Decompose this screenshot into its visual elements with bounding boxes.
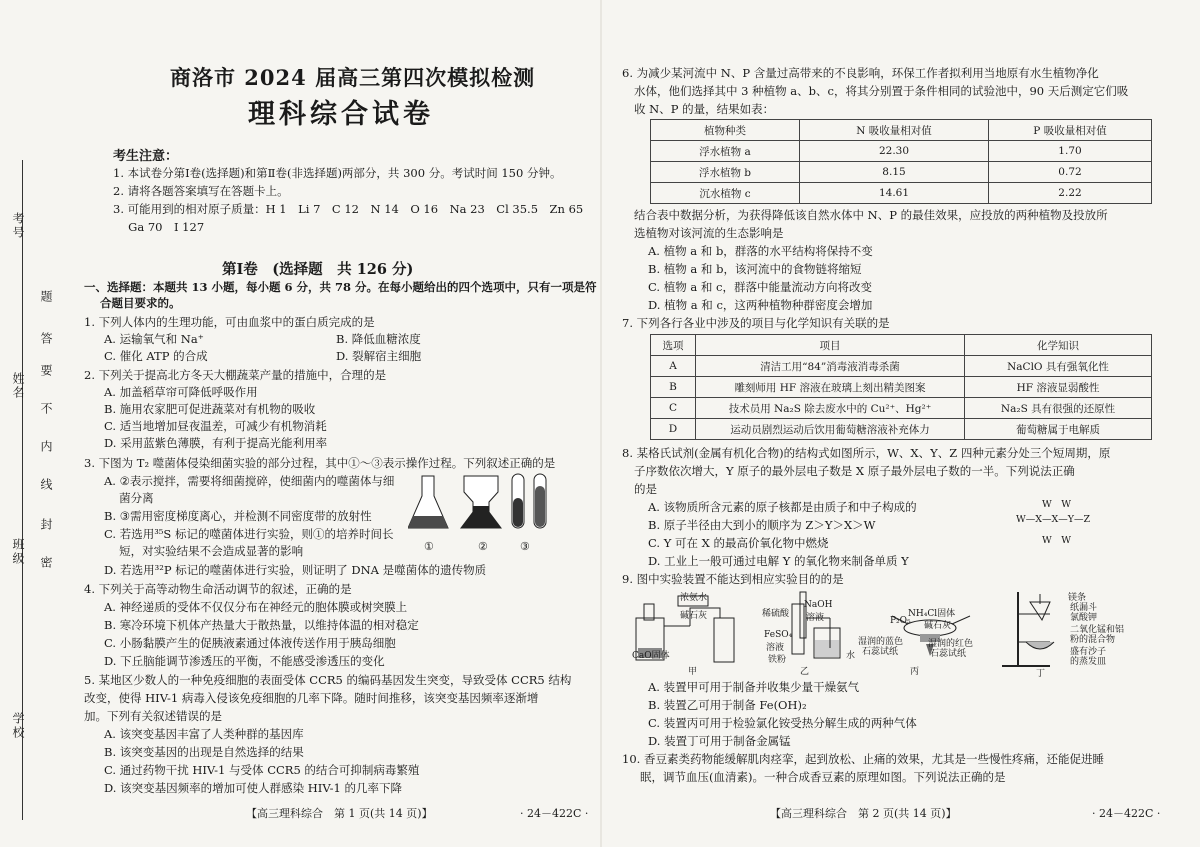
q6-stem-cont: 水体，他们选择其中 3 种植物 a、b、c，将其分别置于条件相同的试验池中，90 天后测定它们吸 [634,84,1129,98]
q6-option-a: A. 植物 a 和 b，群落的水平结构将保持不变 [648,244,873,258]
side-label-school: 学校 [11,712,25,740]
q6-option-c: C. 植物 a 和 c，群落中能量流动方向将改变 [648,280,872,294]
q6-analysis-cont: 选植物对该河流的生态影响是 [634,226,784,240]
apparatus-label: 铁粉 [768,655,787,665]
q5-stem-cont: 加。下列有关叙述错误的是 [84,709,222,723]
apparatus-label: 粉的混合物 [1070,635,1116,645]
table-cell: 运动员剧烈运动后饮用葡萄糖溶液补充体力 [696,419,965,440]
q5-option-a: A. 该突变基因丰富了人类种群的基因库 [104,727,304,741]
apparatus-label: 盛有沙子 [1070,647,1107,657]
q3-option-c-cont: 短，对实验结果不会造成显著的影响 [104,544,304,558]
table-row [651,183,1152,204]
apparatus-label: NaOH [804,600,833,610]
q10-stem: 10. 香豆素类药物能缓解肌肉痉挛，起到放松、止痛的效果，尤其是一些慢性疼痛，还能促进睡 [622,752,1104,766]
q8-option-b: B. 原子半径由大到小的顺序为 Z＞Y＞X＞W [648,518,876,532]
apparatus-caption-ding: 丁 [1036,669,1046,679]
q5-option-c: C. 通过药物干扰 HIV-1 与受体 CCR5 的结合可抑制病毒繁殖 [104,763,420,777]
q6-option-b: B. 植物 a 和 b，该河流中的食物链将缩短 [648,262,862,276]
apparatus-caption-yi: 乙 [800,667,810,677]
apparatus-label: 溶液 [806,613,825,623]
q4-option-d: D. 下丘脑能调节渗透压的平衡，不能感受渗透压的变化 [104,654,385,668]
q3-option-d: D. 若选用³²P 标记的噬菌体进行实验，则证明了 DNA 是噬菌体的遗传物质 [104,563,487,577]
table-row [651,162,1152,183]
table-cell: 技术员用 Na₂S 除去废水中的 Cu²⁺、Hg²⁺ [696,398,965,419]
table-cell: A [651,356,696,377]
table-cell: 2.22 [989,183,1152,204]
section-instruction: 一、选择题：本题共 13 小题，每小题 6 分，共 78 分。在每小题给出的四个选项中，只有一项是符 [84,280,597,294]
figure-label-2: ② [478,540,488,553]
q4-stem: 4. 下列关于高等动物生命活动调节的叙述，正确的是 [84,582,352,596]
table-cell: 葡萄糖属于电解质 [965,419,1152,440]
table-cell: 22.30 [800,141,989,162]
q3-option-a: A. ②表示搅拌，需要将细菌搅碎，使细菌内的噬菌体与细 [104,474,395,488]
table-cell: 浮水植物 b [651,162,800,183]
apparatus-label: CaO固体 [632,651,670,661]
seal-char: 不 [39,402,53,416]
q9-stem: 9. 图中实验装置不能达到相应实验目的的是 [622,572,844,586]
q8-stem: 8. 某格氏试剂(金属有机化合物)的结构式如图所示，W、X、Y、Z 四种元素分处三个短周期，原 [622,446,1111,460]
table-cell: 沉水植物 c [651,183,800,204]
apparatus-label: NH₄Cl固体 [908,609,956,619]
table-row [651,356,1152,377]
q6-stem: 6. 为减少某河流中 N、P 含量过高带来的不良影响，环保工作者拟利用当地原有水生植物净化 [622,66,1099,80]
q5-stem: 5. 某地区少数人的一种免疫细胞的表面受体 CCR5 的编码基因发生突变，导致受体 CCR5 结构 [84,673,572,687]
q4-option-a: A. 神经递质的受体不仅仅分布在神经元的胞体膜或树突膜上 [104,600,408,614]
q6-table [650,119,1152,204]
page-fold [600,0,602,847]
table-cell: 1.70 [989,141,1152,162]
apparatus-label: 湿润的蓝色 [858,637,904,647]
seal-char: 要 [39,364,53,378]
side-label-name: 姓名 [11,372,25,400]
apparatus-label: 镁条 [1068,593,1087,603]
apparatus-label: FeSO₄ [764,630,793,640]
table-header-row [651,335,1152,356]
q2-option-d: D. 采用蓝紫色薄膜，有利于提高光能利用率 [104,436,328,450]
notice-item: 2. 请将各题答案填写在答题卡上。 [113,184,289,198]
apparatus-label: 水 [846,651,856,661]
q8-stem-cont: 子序数依次增大，Y 原子的最外层电子数是 X 原子最外层电子数的一半。下列说法正确 [634,464,1075,478]
apparatus-label: 浓氨水 [680,593,708,603]
q1-stem: 1. 下列人体内的生理功能，可由血浆中的蛋白质完成的是 [84,315,375,329]
table-cell: C [651,398,696,419]
q2-option-b: B. 施用农家肥可促进蔬菜对有机物的吸收 [104,402,316,416]
table-cell: Na₂S 具有很强的还原性 [965,398,1152,419]
q7-stem: 7. 下列各行各业中涉及的项目与化学知识有关联的是 [622,316,890,330]
q2-option-c: C. 适当地增加昼夜温差，可减少有机物消耗 [104,419,327,433]
q3-stem: 3. 下图为 T₂ 噬菌体侵染细菌实验的部分过程，其中①～③表示操作过程。下列叙述正确的是 [84,456,556,470]
table-header-cell: 项目 [696,335,965,356]
table-cell: 14.61 [800,183,989,204]
q10-stem-cont: 眠，调节血压(血清素)。一种合成香豆素的原理如图。下列说法正确的是 [640,770,1006,784]
apparatus-label: 二氧化锰和铝 [1070,625,1125,635]
q4-option-c: C. 小肠黏膜产生的促胰液素通过体液传送作用于胰岛细胞 [104,636,396,650]
side-label-class: 班级 [11,538,25,566]
notice-item: 1. 本试卷分第Ⅰ卷(选择题)和第Ⅱ卷(非选择题)两部分，共 300 分。考试时间 150 分钟。 [113,166,562,180]
apparatus-label: 石蕊试纸 [930,649,967,659]
q7-table [650,334,1152,440]
grignard-structure-bottom: W W [1042,535,1072,546]
apparatus-label: 纸漏斗 [1070,603,1098,613]
seal-char: 题 [39,290,53,304]
seal-char: 密 [39,556,53,570]
q5-option-b: B. 该突变基因的出现是自然选择的结果 [104,745,304,759]
table-header-row [651,120,1152,141]
figure-label-1: ① [424,540,434,553]
q9-option-a: A. 装置甲可用于制备并收集少量干燥氨气 [648,680,860,694]
apparatus-label: 碱石灰 [924,621,952,631]
notice-item: Ga 70 I 127 [113,220,205,234]
table-header-cell: 化学知识 [965,335,1152,356]
grignard-structure: W—X—X—Y—Z [1016,514,1091,525]
q3-option-b: B. ③需用密度梯度离心，并检测不同密度带的放射性 [104,509,372,523]
notice-title: 考生注意： [113,149,179,164]
q3-option-a-cont: 菌分离 [104,491,154,505]
page-footer-left: 【高三理科综合 第 1 页(共 14 页)】 [246,807,433,820]
table-header-cell: N 吸收量相对值 [800,120,989,141]
exam-title: 商洛市 2024 届高三第四次模拟检测 [170,65,536,90]
section-title: 第Ⅰ卷 (选择题 共 126 分) [222,261,414,278]
q3-option-c: C. 若选用³⁵S 标记的噬菌体进行实验，则①的培养时间长 [104,527,394,541]
q8-option-d: D. 工业上一般可通过电解 Y 的氧化物来制备单质 Y [648,554,909,568]
q5-stem-cont: 改变，使得 HIV-1 病毒入侵该免疫细胞的几率下降。随时间推移，该突变基因频率逐渐增 [84,691,539,705]
q5-option-d: D. 该突变基因频率的增加可使人群感染 HIV-1 的几率下降 [104,781,402,795]
seal-char: 答 [39,332,53,346]
table-row [651,419,1152,440]
notice-item: 3. 可能用到的相对原子质量：H 1 Li 7 C 12 N 14 O 16 Na 23 Cl 35.5 Zn 65 [113,202,584,216]
side-label-exam-number: 考号 [11,212,25,240]
apparatus-caption-bing: 丙 [910,667,920,677]
q1-option-b: B. 降低血糖浓度 [336,332,421,346]
table-cell: 浮水植物 a [651,141,800,162]
table-cell: NaClO 具有强氧化性 [965,356,1152,377]
q1-option-c: C. 催化 ATP 的合成 [104,349,208,363]
page-code-left: · 24－422C · [520,807,589,820]
apparatus-label: P₂O₅ [890,616,911,626]
table-cell: 雕刻师用 HF 溶液在玻璃上刻出精美图案 [696,377,965,398]
apparatus-label: 的蒸发皿 [1070,657,1107,667]
q4-option-b: B. 寒冷环境下机体产热量大于散热量，以维持体温的相对稳定 [104,618,419,632]
table-row [651,377,1152,398]
q1-option-a: A. 运输氧气和 Na⁺ [104,332,204,346]
section-instruction: 合题目要求的。 [100,296,181,310]
table-cell: B [651,377,696,398]
q2-stem: 2. 下列关于提高北方冬天大棚蔬菜产量的措施中，合理的是 [84,368,387,382]
page-footer-right: 【高三理科综合 第 2 页(共 14 页)】 [770,807,957,820]
q9-option-b: B. 装置乙可用于制备 Fe(OH)₂ [648,698,807,712]
apparatus-label: 碱石灰 [680,611,708,621]
table-cell: D [651,419,696,440]
q1-option-d: D. 裂解宿主细胞 [336,349,422,363]
q6-stem-cont: 收 N、P 的量，结果如表： [634,102,775,116]
table-cell: HF 溶液显弱酸性 [965,377,1152,398]
q2-option-a: A. 加盖稻草帘可降低呼吸作用 [104,385,258,399]
figure-label-3: ③ [520,540,530,553]
exam-subtitle: 理科综合试卷 [248,99,434,130]
apparatus-label: 石蕊试纸 [862,647,899,657]
seal-char: 线 [39,478,53,492]
apparatus-label: 湿润的红色 [928,639,974,649]
q8-option-a: A. 该物质所含元素的原子核都是由质子和中子构成的 [648,500,917,514]
q9-option-c: C. 装置丙可用于检验氯化铵受热分解生成的两种气体 [648,716,917,730]
apparatus-label: 氯酸钾 [1070,613,1098,623]
q6-option-d: D. 植物 a 和 c，这两种植物种群密度会增加 [648,298,873,312]
q8-option-c: C. Y 可在 X 的最高价氧化物中燃烧 [648,536,829,550]
apparatus-label: 溶液 [766,643,785,653]
q8-stem-cont: 的是 [634,482,657,496]
q6-analysis: 结合表中数据分析，为获得降低该自然水体中 N、P 的最佳效果，应投放的两种植物及投放所 [634,208,1108,222]
table-header-cell: 选项 [651,335,696,356]
table-cell: 0.72 [989,162,1152,183]
apparatus-caption-jia: 甲 [688,667,698,677]
table-row [651,141,1152,162]
table-cell: 清洁工用“84”消毒液消毒杀菌 [696,356,965,377]
table-header-cell: 植物种类 [651,120,800,141]
grignard-structure-top: W W [1042,499,1072,510]
table-cell: 8.15 [800,162,989,183]
seal-char: 封 [39,518,53,532]
table-row [651,398,1152,419]
page-code-right: · 24－422C · [1092,807,1161,820]
table-header-cell: P 吸收量相对值 [989,120,1152,141]
seal-char: 内 [39,440,53,454]
q9-option-d: D. 装置丁可用于制备金属锰 [648,734,791,748]
apparatus-label: 稀硫酸 [762,609,790,619]
